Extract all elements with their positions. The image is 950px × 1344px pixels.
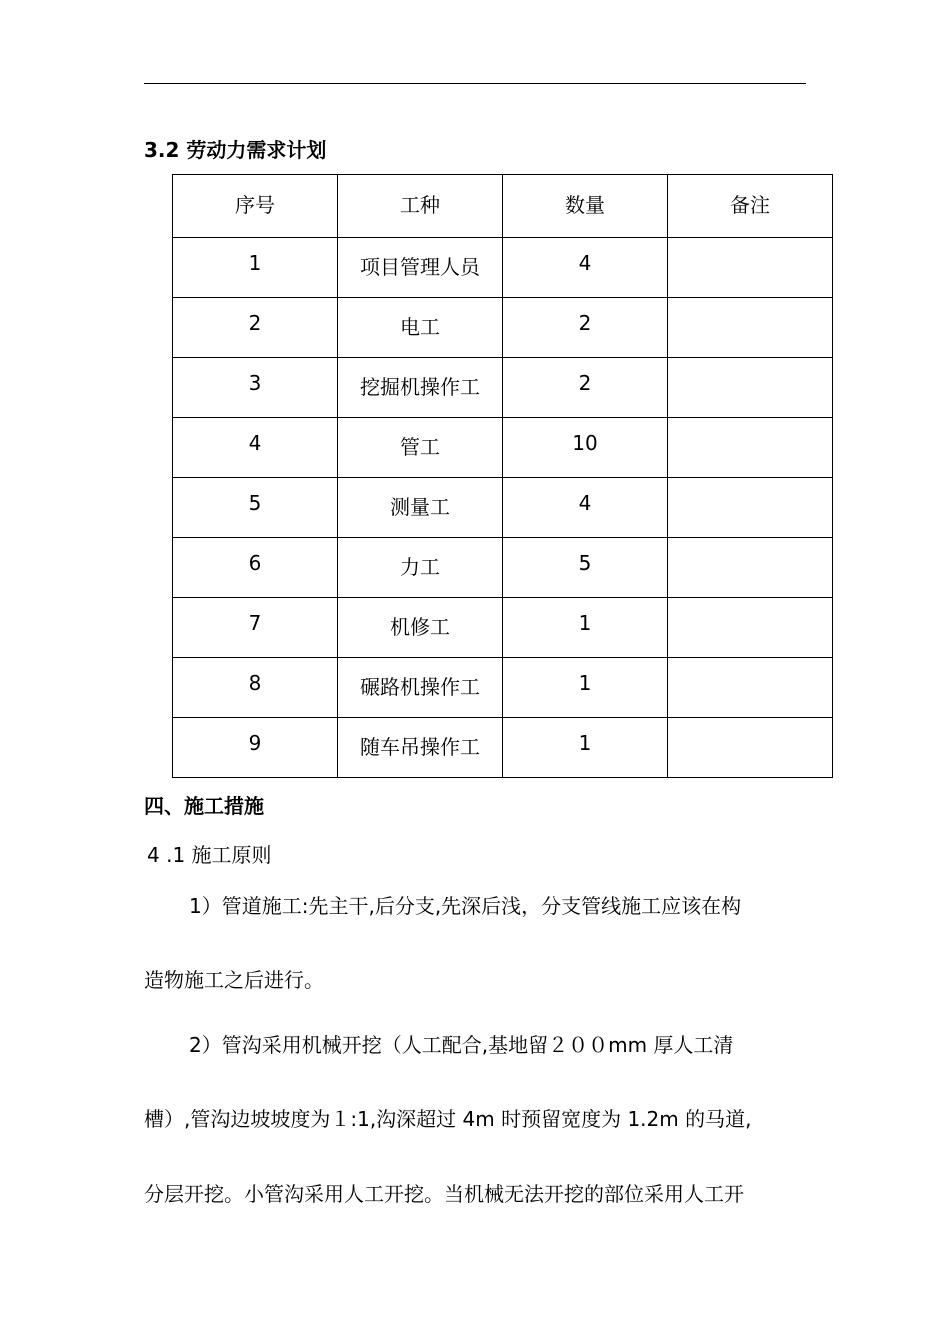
cell-quantity: 2 (503, 298, 668, 358)
cell-trade: 力工 (338, 538, 503, 598)
cell-index: 3 (173, 358, 338, 418)
cell-index: 6 (173, 538, 338, 598)
cell-index: 9 (173, 718, 338, 778)
cell-trade: 测量工 (338, 478, 503, 538)
cell-quantity: 1 (503, 718, 668, 778)
cell-quantity: 1 (503, 598, 668, 658)
table-row (173, 358, 833, 418)
cell-trade: 机修工 (338, 598, 503, 658)
header-cell-quantity: 数量 (503, 175, 668, 238)
cell-remarks (668, 478, 833, 538)
table-row (173, 238, 833, 298)
table-row (173, 718, 833, 778)
paragraph-1-line-2: 造物施工之后进行。 (144, 968, 324, 992)
table-row (173, 298, 833, 358)
header-cell-trade: 工种 (338, 175, 503, 238)
cell-index: 1 (173, 238, 338, 298)
cell-remarks (668, 658, 833, 718)
cell-trade: 管工 (338, 418, 503, 478)
cell-trade: 电工 (338, 298, 503, 358)
cell-trade: 项目管理人员 (338, 238, 503, 298)
table-row (173, 418, 833, 478)
cell-remarks (668, 298, 833, 358)
section-title-3-2: 3.2 劳动力需求计划 (144, 138, 327, 162)
cell-remarks (668, 598, 833, 658)
paragraph-2-line-1: 2）管沟采用机械开挖（人工配合,基地留２００mm 厚人工清 (189, 1033, 734, 1057)
cell-trade: 挖掘机操作工 (338, 358, 503, 418)
cell-trade: 随车吊操作工 (338, 718, 503, 778)
table-row (173, 658, 833, 718)
header-cell-index: 序号 (173, 175, 338, 238)
table-row (173, 598, 833, 658)
cell-remarks (668, 238, 833, 298)
paragraph-2-line-3: 分层开挖。小管沟采用人工开挖。当机械无法开挖的部位采用人工开 (144, 1182, 744, 1206)
paragraph-2-line-2: 槽）,管沟边坡坡度为１:1,沟深超过 4m 时预留宽度为 1.2m 的马道, (144, 1107, 752, 1131)
cell-index: 8 (173, 658, 338, 718)
cell-index: 5 (173, 478, 338, 538)
cell-quantity: 4 (503, 238, 668, 298)
cell-quantity: 2 (503, 358, 668, 418)
section-title-4-1: 4 .1 施工原则 (147, 843, 272, 867)
cell-index: 7 (173, 598, 338, 658)
cell-remarks (668, 538, 833, 598)
labor-demand-table (172, 174, 833, 778)
header-rule (144, 83, 806, 84)
table-header-row (173, 175, 833, 238)
table-row (173, 478, 833, 538)
cell-remarks (668, 418, 833, 478)
cell-quantity: 4 (503, 478, 668, 538)
cell-trade: 碾路机操作工 (338, 658, 503, 718)
table-row (173, 538, 833, 598)
cell-remarks (668, 718, 833, 778)
header-cell-remarks: 备注 (668, 175, 833, 238)
cell-remarks (668, 358, 833, 418)
paragraph-1-line-1: 1）管道施工:先主干,后分支,先深后浅，分支管线施工应该在构 (189, 894, 742, 918)
cell-quantity: 1 (503, 658, 668, 718)
cell-index: 4 (173, 418, 338, 478)
cell-quantity: 5 (503, 538, 668, 598)
section-title-4: 四、施工措施 (144, 794, 264, 818)
cell-index: 2 (173, 298, 338, 358)
cell-quantity: 10 (503, 418, 668, 478)
